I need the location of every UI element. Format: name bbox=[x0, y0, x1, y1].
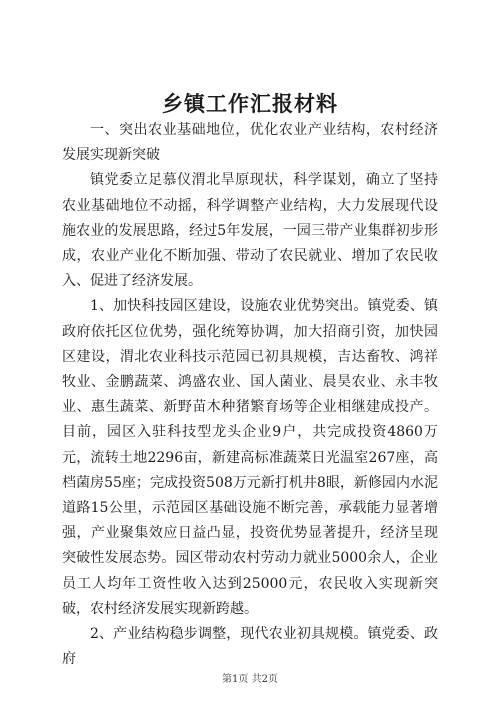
body-paragraph: 2、产业结构稳步调整，现代农业初具规模。镇党委、政府 bbox=[62, 626, 438, 668]
document-title: 乡镇工作汇报材料 bbox=[162, 91, 338, 116]
document-body bbox=[62, 118, 438, 672]
page-number-footer: 第1页 共2页 bbox=[222, 674, 278, 685]
body-paragraph: 镇党委立足慕仪渭北旱原现状，科学谋划，确立了坚持农业基础地位不动摇，科学调整产业结构，大力发展现代设施农业的发展思路，经过5年发展，一园三带产业集群初步形成，农业产业化不断加强、带动了农民就业、增加了农民收入、促进了经济发展。 bbox=[62, 172, 438, 290]
body-paragraph: 1、加快科技园区建设，设施农业优势突出。镇党委、镇政府依托区位优势，强化统筹协调，加大招商引资，加快园区建设，渭北农业科技示范园已初具规模，吉达畜牧、鸿祥牧业、金鹏蔬菜、鸿盛农业、国人菌业、晨昊农业、永丰牧业、惠生蔬菜、新野苗木种猪繁育场等企业相继建成投产。目前，园区入驻科技型龙头企业9户，共完成投资4860万元，流转土地2296亩，新建高标准蔬菜日光温室267座，高档菌房55座；完成投资508万元新打机井8眼，新修园内水泥道路15公里，示范园区基础设施不断完善，承载能力显著增强，产业聚集效应日益凸显，投资优势显著提升，经济呈现突破性发展态势。园区带动农村劳动力就业5000余人，企业员工人均年工资性收入达到25000元，农民收入实现新突破，农村经济发展实现新跨越。 bbox=[62, 298, 438, 617]
section-heading: 一、突出农业基础地位，优化农业产业结构，农村经济发展实现新突破 bbox=[62, 122, 438, 164]
